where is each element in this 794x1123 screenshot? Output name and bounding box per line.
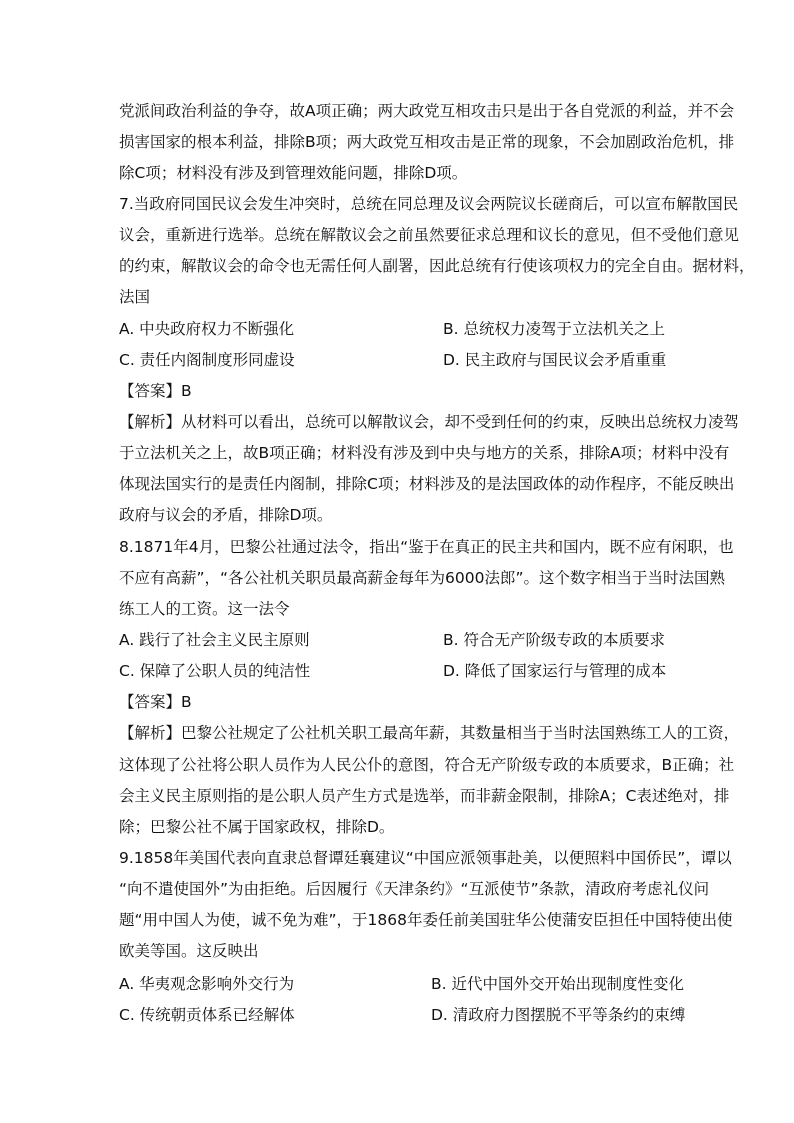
question-9-stem: 9.1858年美国代表向直隶总督谭廷襄建议“中国应派领事赴美，以便照料中国侨民”，谭以: [119, 849, 732, 867]
q8-analysis: 【解析】巴黎公社规定了公社机关职工最高年薪，其数量相当于当时法国熟练工人的工资，: [119, 724, 740, 742]
q7-analysis: 体现法国实行的是责任内阁制，排除C项；材料涉及的是法国政体的动作程序，不能反映出: [119, 475, 735, 493]
question-9-stem: 题“用中国人为使，诚不免为难”，于1868年委任前美国驻华公使蒲安臣担任中国特使出使: [119, 911, 733, 929]
question-8-stem: 8.1871年4月，巴黎公社通过法令，指出“鉴于在真正的民主共和国内，既不应有闲职，也: [119, 538, 734, 556]
q7-analysis: 政府与议会的矛盾，排除D项。: [119, 506, 333, 524]
q7-analysis: 于立法机关之上，故B项正确；材料没有涉及到中央与地方的关系，排除A项；材料中没有: [119, 444, 730, 462]
q7-option-c: C. 责任内阁制度形同虚设: [119, 351, 295, 369]
question-9-stem: “向不遣使国外”为由拒绝。后因履行《天津条约》“互派使节”条款，清政府考虑礼仪问: [119, 880, 710, 898]
q8-analysis: 这体现了公社将公职人员作为人民公仆的意图，符合无产阶级专政的本质要求，B正确；社: [119, 756, 735, 774]
question-8-stem: 练工人的工资。这一法令: [119, 600, 290, 618]
q7-option-d: D. 民主政府与国民议会矛盾重重: [443, 351, 667, 369]
question-7-stem: 法国: [119, 288, 151, 306]
q7-option-a: A. 中央政府权力不断强化: [119, 320, 295, 338]
q8-option-a: A. 践行了社会主义民主原则: [119, 631, 310, 649]
q8-analysis: 除；巴黎公社不属于国家政权，排除D。: [119, 818, 395, 836]
q9-option-b: B. 近代中国外交开始出现制度性变化: [431, 975, 684, 993]
q8-answer: 【答案】B: [119, 693, 192, 711]
q8-analysis: 会主义民主原则指的是公职人员产生方式是选举，而非薪金限制，排除A；C表述绝对，排: [119, 787, 730, 805]
q7-answer: 【答案】B: [119, 382, 192, 400]
q7-option-b: B. 总统权力凌驾于立法机关之上: [443, 320, 665, 338]
q8-option-b: B. 符合无产阶级专政的本质要求: [443, 631, 665, 649]
text-line: 损害国家的根本利益，排除B项；两大政党互相攻击是正常的现象，不会加剧政治危机，排: [119, 133, 735, 151]
q9-option-d: D. 清政府力图摆脱不平等条约的束缚: [431, 1006, 686, 1024]
q8-option-c: C. 保障了公职人员的纯洁性: [119, 662, 311, 680]
text-line: 除C项；材料没有涉及到管理效能问题，排除D项。: [119, 164, 468, 182]
question-9-stem: 欧美等国。这反映出: [119, 942, 259, 960]
q9-option-a: A. 华夷观念影响外交行为: [119, 975, 295, 993]
text-line: 党派间政治利益的争夺，故A项正确；两大政党互相攻击只是出于各自党派的利益，并不会: [119, 102, 735, 120]
q8-option-d: D. 降低了国家运行与管理的成本: [443, 662, 667, 680]
question-7-stem: 的约束，解散议会的命令也无需任何人副署，因此总统有行使该项权力的完全自由。据材料，: [119, 257, 755, 275]
question-8-stem: 不应有高薪”，“各公社机关职员最高薪金每年为6000法郎”。这个数字相当于当时法国熟: [119, 569, 726, 587]
question-7-stem: 7.当政府同国民议会发生冲突时，总统在同总理及议会两院议长磋商后，可以宣布解散国民: [119, 195, 739, 213]
question-7-stem: 议会，重新进行选举。总统在解散议会之前虽然要征求总理和议长的意见，但不受他们意见: [119, 226, 740, 244]
q9-option-c: C. 传统朝贡体系已经解体: [119, 1006, 295, 1024]
q7-analysis: 【解析】从材料可以看出，总统可以解散议会，却不受到任何的约束，反映出总统权力凌驾: [119, 413, 740, 431]
